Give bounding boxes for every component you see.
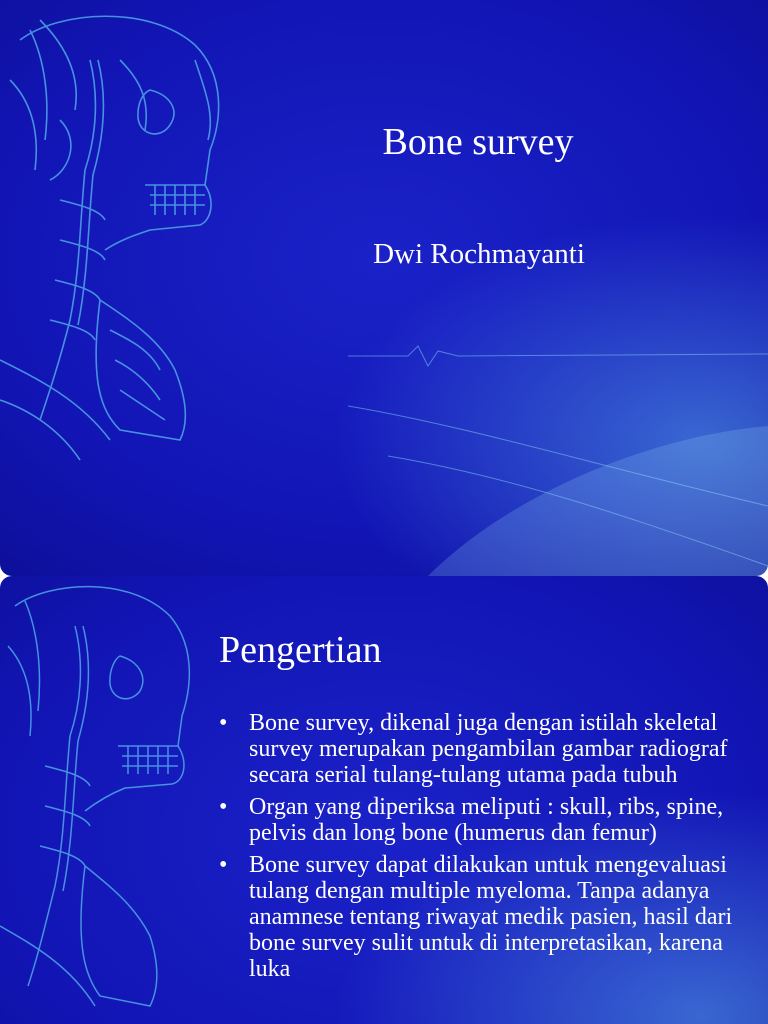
bullet-text: Bone survey dapat dilakukan untuk mengevaluasi tulang dengan multiple myeloma. Tanpa adanya anamnese tentang riwayat medik pasien, hasil dari bone survey sulit untuk di interpretasikan, karena luka: [249, 852, 733, 982]
bullet-item: [219, 852, 749, 982]
slide-subtitle: Dwi Rochmayanti: [373, 238, 585, 270]
skull-spine-illustration: [0, 576, 220, 1016]
bullet-icon: •: [219, 794, 228, 820]
bullet-list: [219, 710, 749, 988]
bullet-icon: •: [219, 710, 228, 736]
slide-title: Bone survey: [382, 121, 574, 163]
bullet-text: Organ yang diperiksa meliputi : skull, ribs, spine, pelvis dan long bone (humerus dan femur): [249, 794, 724, 846]
content-slide: [0, 576, 768, 1024]
bullet-item: [219, 710, 749, 788]
xray-light-sweep: [348, 316, 768, 576]
bullet-text: Bone survey, dikenal juga dengan istilah skeletal survey merupakan pengambilan gambar radiograf secara serial tulang-tulang utama pada tubuh: [249, 710, 728, 788]
bullet-item: [219, 794, 749, 846]
bullet-icon: •: [219, 852, 228, 878]
slide-heading: Pengertian: [219, 629, 382, 671]
skull-spine-illustration: [0, 0, 260, 470]
